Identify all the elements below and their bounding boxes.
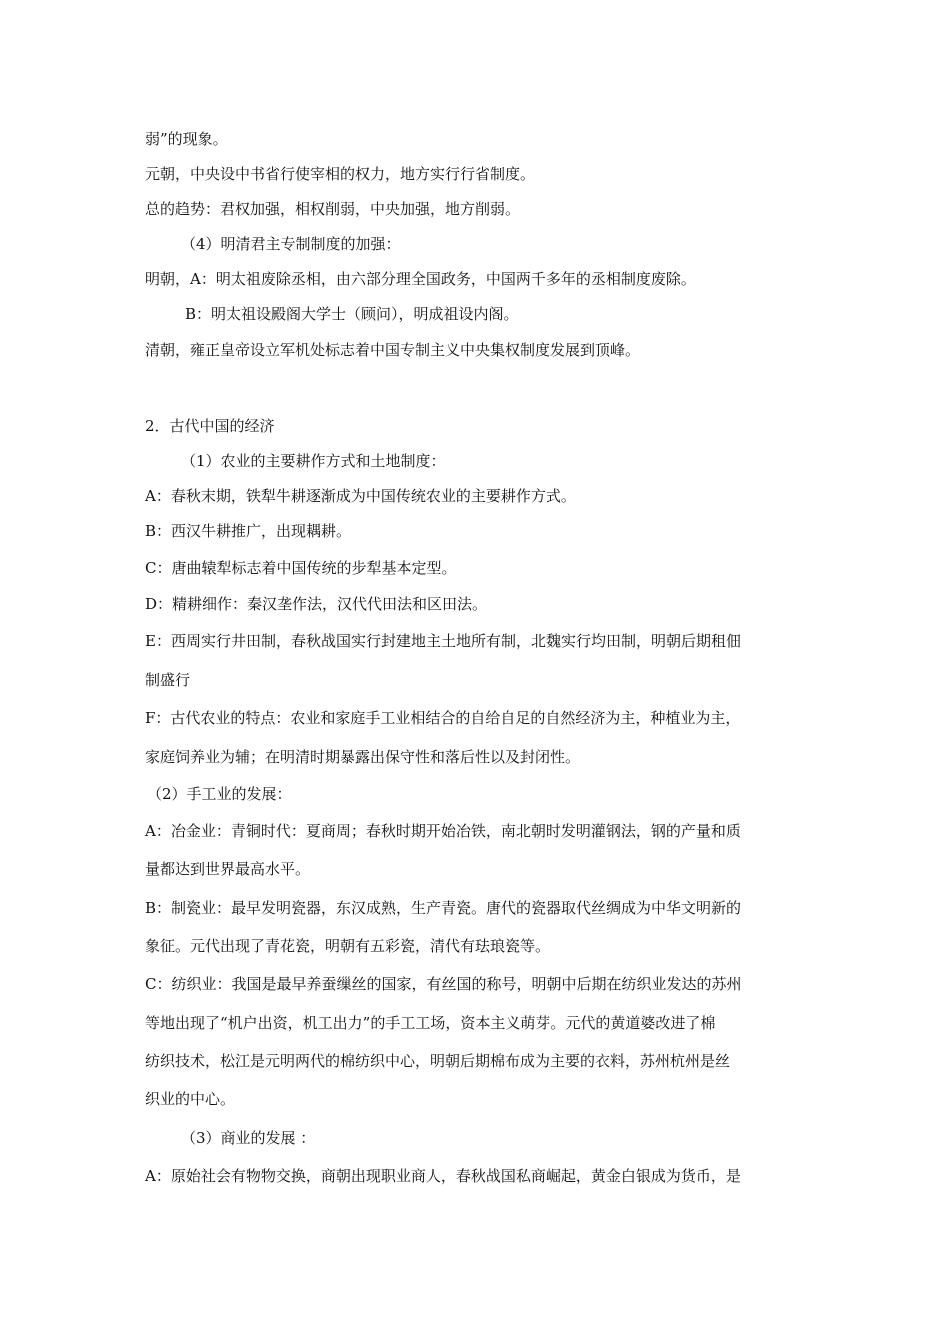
text-line: 明朝，A：明太祖废除丞相，由六部分理全国政务，中国两千多年的丞相制度废除。 — [145, 270, 696, 288]
text-line: 元朝，中央设中书省行使宰相的权力，地方实行行省制度。 — [145, 165, 536, 183]
section-heading: （2）手工业的发展： — [147, 785, 292, 803]
text-line: 织业的中心。 — [145, 1090, 236, 1108]
text-line: B：明太祖设殿阁大学士（顾问），明成祖设内阁。 — [185, 305, 519, 323]
section-heading: 2．古代中国的经济 — [145, 417, 275, 435]
text-line: B：西汉牛耕推广，出现耦耕。 — [145, 522, 352, 540]
text-line: 量都达到世界最高水平。 — [145, 860, 311, 878]
text-line: C：唐曲辕犁标志着中国传统的步犁基本定型。 — [145, 559, 457, 577]
section-heading: （1）农业的主要耕作方式和土地制度： — [181, 452, 446, 470]
text-line: 家庭饲养业为辅；在明清时期暴露出保守性和落后性以及封闭性。 — [145, 748, 581, 766]
text-line: 等地出现了“机户出资，机工出力”的手工工场，资本主义萌芽。元代的黄道婆改进了棉 — [145, 1014, 716, 1032]
text-line: 制盛行 — [145, 671, 191, 689]
section-heading: （4）明清君主专制制度的加强： — [181, 235, 401, 253]
text-line: B：制瓷业：最早发明瓷器，东汉成熟，生产青瓷。唐代的瓷器取代丝绸成为中华文明新的 — [145, 899, 742, 917]
text-line: F：古代农业的特点：农业和家庭手工业相结合的自给自足的自然经济为主，种植业为主， — [145, 709, 741, 727]
text-line: 清朝，雍正皇帝设立军机处标志着中国专制主义中央集权制度发展到顶峰。 — [145, 341, 641, 359]
section-heading: （3）商业的发展 ： — [181, 1129, 316, 1147]
text-line: A：春秋末期，铁犁牛耕逐渐成为中国传统农业的主要耕作方式。 — [145, 487, 576, 505]
text-line: D：精耕细作：秦汉垄作法，汉代代田法和区田法。 — [145, 595, 488, 613]
text-line: 总的趋势：君权加强，相权削弱，中央加强，地方削弱。 — [145, 200, 521, 218]
text-line: A：冶金业：青铜时代：夏商周；春秋时期开始冶铁，南北朝时发明灌钢法，钢的产量和质 — [145, 822, 741, 840]
text-line: A：原始社会有物物交换，商朝出现职业商人，春秋战国私商崛起，黄金白银成为货币，是 — [145, 1167, 741, 1185]
text-line: C：纺织业：我国是最早养蚕缫丝的国家，有丝国的称号，明朝中后期在纺织业发达的苏州 — [145, 975, 742, 993]
text-line: 象征。元代出现了青花瓷，明朝有五彩瓷，清代有珐琅瓷等。 — [145, 937, 551, 955]
text-line: E：西周实行井田制，春秋战国实行封建地主土地所有制，北魏实行均田制，明朝后期租佃 — [145, 632, 741, 650]
text-line: 纺织技术，松江是元明两代的棉纺织中心，明朝后期棉布成为主要的衣料，苏州杭州是丝 — [145, 1052, 731, 1070]
text-line: 弱”的现象。 — [145, 130, 228, 148]
